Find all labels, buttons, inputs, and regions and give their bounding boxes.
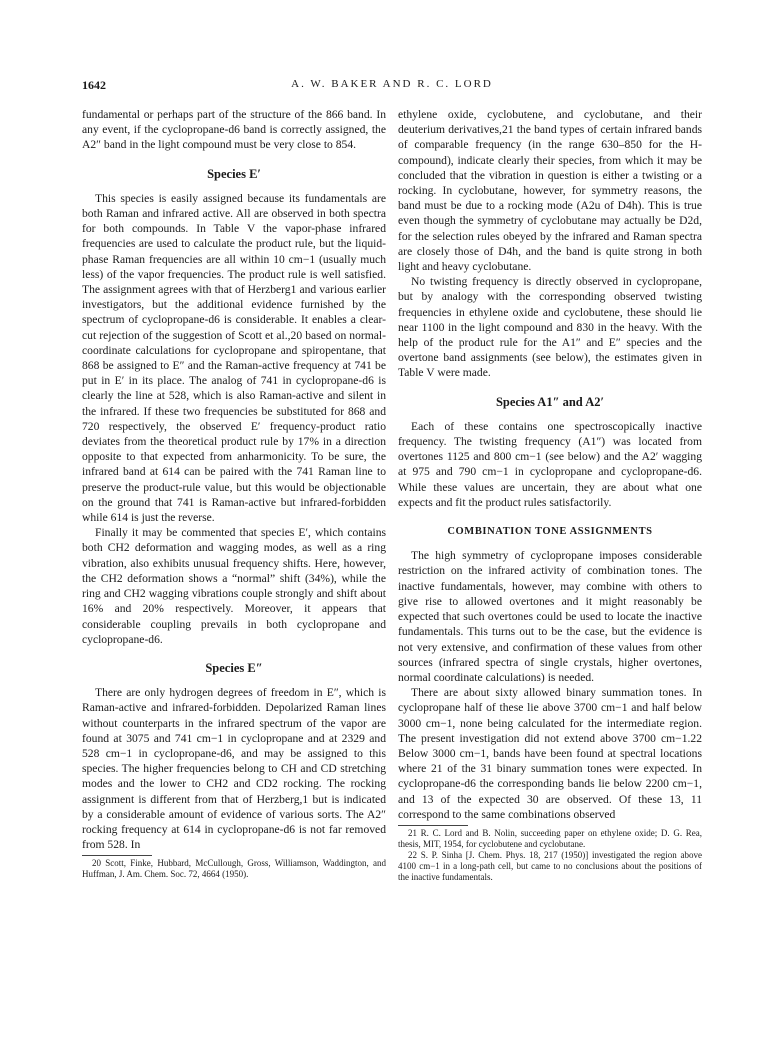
paragraph: The high symmetry of cyclopropane imposes considerable restriction on the infrared activity of combination tones. The inactive fundamentals, however, may combine with others to give rise to allowed overtones and it might reasonably be expected that such overtones could be used to locate the inactive fundamentals. This turns out to be the case, but the evidence is not very extensive, and confirmation of these values from other sources (infrared spectra of single crystals, higher overtones, normal coordinate calculations) is needed. (398, 549, 702, 684)
paragraph: fundamental or perhaps part of the structure of the 866 band. In any event, if the cyclopropane-d6 band is correctly assigned, the A2″ band in the light compound must be very close to 854. (82, 108, 386, 152)
footnote-20: 20 Scott, Finke, Hubbard, McCullough, Gross, Williamson, Waddington, and Huffman, J. Am. Chem. Soc. 72, 4664 (1950). (82, 858, 386, 880)
paragraph: ethylene oxide, cyclobutene, and cyclobutane, and their deuterium derivatives,21 the band types of certain infrared bands of comparable frequency (in the range 630–850 for the H-compound), indicate clearly their species, from which it may be concluded that the vibration in question is either a twisting or a rocking. In cyclobutane, however, for symmetry reasons, the band must be due to a rocking mode (A2u of D4h). This is true even though the symmetry of cyclobutane may actually be D2d, for the selection rules obeyed by the infrared and Raman spectra are closely those of D4h, and the band is quite strong in both light and heavy cyclobutane. (398, 108, 702, 274)
section-heading-species-a1-a2: Species A1″ and A2′ (495, 394, 604, 409)
footnote-rule (82, 855, 152, 856)
paragraph: This species is easily assigned because its fundamentals are both Raman and infrared active. All are observed in both spectra for both compounds. In Table V the vapor-phase infrared frequencies are used to calculate the product rule, but the liquid-phase Raman frequencies are all within 10 cm−1 (usually much less) of the vapor frequencies. The product rule is well satisfied. The assignment agrees with that of Herzberg1 and various earlier investigators, but the additional evidence furnished by the spectrum of cyclopropane-d6 is considerable. It enables a clear-cut rejection of the suggestion of Scott et al.,20 based on normal-coordinate calculations for cyclopropane and spiropentane, that 868 be assigned to E″ and the Raman-active frequency at 741 be put in E′ in its place. The analog of 741 in cyclopropane-d6 is clearly the line at 528, which is also Raman-active and silent in the infrared. If these two frequencies be substituted for 868 and 720 respectively, the observed E′ frequency-product ratio deviates from the theoretical product rule by 17% in a direction opposite to that expected from anharmonicity. To be sure, the infrared band at 614 can be paired with the 741 Raman line to preserve the product-rule value, but this would be objectionable on the ground that 741 is Raman-active but infrared-forbidden while 614 is just the reverse. (82, 191, 386, 525)
paragraph: There are only hydrogen degrees of freedom in E″, which is Raman-active and infrared-forbidden. Depolarized Raman lines without counterparts in the infrared spectrum of the vapor are found at 3075 and 741 cm−1 in cyclopropane and at 2329 and 528 cm−1 in cyclopropane-d6, and may be assigned to this species. The higher frequencies belong to CH and CD stretching modes and the lower to CH2 and CD2 rocking. The rocking assignment is different from that of Herzberg,1 but is indicated by a considerable amount of evidence of various sorts. The A2″ rocking frequency at 614 in cyclopropane-d6 is not far removed from 528. In (82, 686, 386, 852)
footnote-22: 22 S. P. Sinha [J. Chem. Phys. 18, 217 (1950)] investigated the region above 4100 cm−1 in a long-path cell, but came to no conclusions about the positions of the inactive fundamentals. (398, 849, 702, 882)
page-number: 1642 (82, 78, 106, 92)
footnotes (398, 825, 702, 883)
left-column (82, 107, 386, 880)
paragraph: No twisting frequency is directly observed in cyclopropane, but by analogy with the corresponding observed twisting frequencies in ethylene oxide and cyclobutene, these should lie near 1100 in the light compound and 830 in the heavy. With the help of the product rule for the A1″ and E″ species and the overtone band assignments (see below), the estimates given in Table V were made. (398, 275, 702, 380)
right-column (398, 107, 702, 883)
footnote-rule (398, 825, 468, 826)
section-heading-species-e-double-prime: Species E″ (205, 660, 263, 675)
paragraph: There are about sixty allowed binary summation tones. In cyclopropane half of these lie above 3700 cm−1 and half below 3000 cm−1, none being calculated for the intermediate region. The present investigation did not extend above 3700 cm−1.22 Below 3000 cm−1, bands have been found at spectral locations where 21 of the 31 binary summation tones were expected. In cyclopropane-d6 the corresponding bands lie below 2200 cm−1, and 13 of the expected 30 are observed. Of these 13, 11 correspond to the same combinations observed (398, 686, 702, 821)
paragraph: Finally it may be commented that species E′, which contains both CH2 deformation and wagging modes, as well as a ring vibration, also exhibits unusual frequency shifts. Here, however, the CH2 deformation shows a “normal” shift (34%), while the ring and CH2 wagging vibrations couple strongly and shift about 16% and 20% respectively. Moreover, it appears that considerable coupling prevails in both cyclopropane and cyclopropane-d6. (82, 526, 386, 646)
running-title: A. W. BAKER AND R. C. LORD (291, 78, 493, 90)
running-header (82, 78, 702, 94)
paragraph: Each of these contains one spectroscopically inactive frequency. The twisting frequency (A1″) was located from overtones 1125 and 800 cm−1 (see below) and the A2′ wagging at 975 and 790 cm−1 in cyclopropane and cyclopropane-d6. While these values are uncertain, they are about what one expects and fit the product rules satisfactorily. (398, 419, 702, 509)
footnotes (82, 855, 386, 880)
section-heading-species-e-prime: Species E′ (207, 166, 261, 181)
footnote-21: 21 R. C. Lord and B. Nolin, succeeding paper on ethylene oxide; D. G. Rea, thesis, MIT, 1954, for cyclobutene and cyclobutane. (398, 827, 702, 849)
section-heading-combination-tones: COMBINATION TONE ASSIGNMENTS (447, 526, 653, 538)
